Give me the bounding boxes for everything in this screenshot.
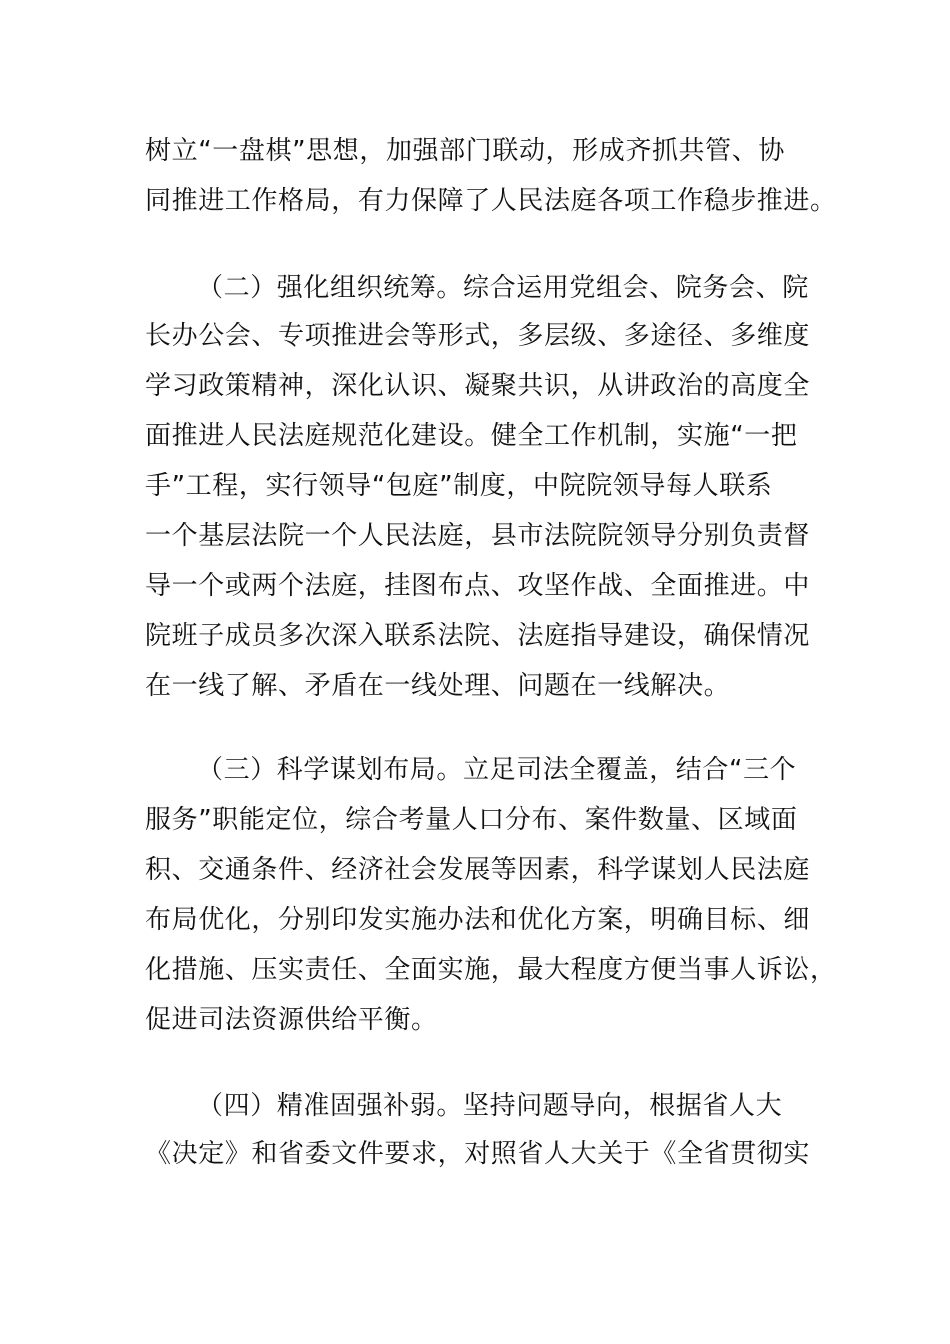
paragraph-heading-line: （三）科学谋划布局。立足司法全覆盖，结合“三个: [197, 755, 797, 785]
text-line: 院班子成员多次深入联系法院、法庭指导建设，确保情况: [145, 621, 811, 651]
text-line: 手”工程，实行领导“包庭”制度，中院院领导每人联系: [145, 471, 773, 501]
text-line: 服务”职能定位，综合考量人口分布、案件数量、区域面: [145, 805, 798, 835]
text-line: 学习政策精神，深化认识、凝聚共识，从讲政治的高度全: [145, 371, 811, 401]
text-line: 一个基层法院一个人民法庭，县市法院院领导分别负责督: [145, 521, 811, 551]
text-line: 在一线了解、矛盾在一线处理、问题在一线解决。: [145, 671, 731, 701]
text-line: 导一个或两个法庭，挂图布点、攻坚作战、全面推进。中: [145, 571, 811, 601]
text-line: 《决定》和省委文件要求，对照省人大关于《全省贯彻实: [145, 1139, 811, 1169]
text-line: 积、交通条件、经济社会发展等因素，科学谋划人民法庭: [145, 855, 811, 885]
text-line: 同推进工作格局，有力保障了人民法庭各项工作稳步推进。: [145, 186, 837, 216]
text-line: 布局优化，分别印发实施办法和优化方案，明确目标、细: [145, 905, 811, 935]
text-line: 树立“一盘棋”思想，加强部门联动，形成齐抓共管、协: [145, 136, 785, 166]
paragraph-heading-line: （四）精准固强补弱。坚持问题导向，根据省人大: [197, 1091, 783, 1121]
text-line: 长办公会、专项推进会等形式，多层级、多途径、多维度: [145, 321, 811, 351]
text-line: 面推进人民法庭规范化建设。健全工作机制，实施“一把: [145, 421, 798, 451]
text-line: 化措施、压实责任、全面实施，最大程度方便当事人诉讼，: [145, 955, 837, 985]
paragraph-heading-line: （二）强化组织统筹。综合运用党组会、院务会、院: [197, 273, 809, 303]
text-line: 促进司法资源供给平衡。: [145, 1005, 438, 1035]
